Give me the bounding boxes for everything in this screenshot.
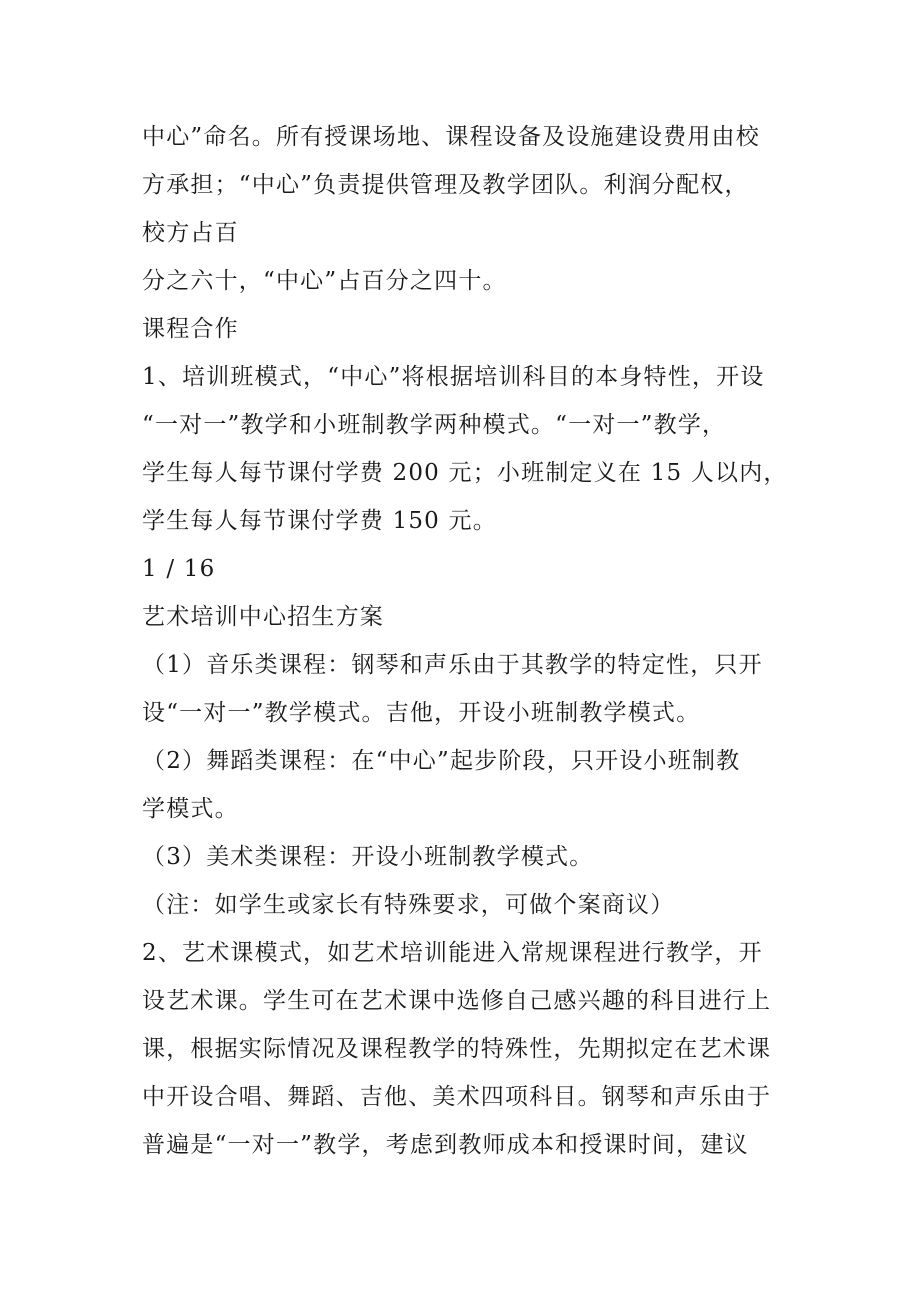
paragraph-line: 学生每人每节课付学费 150 元。: [142, 508, 497, 534]
paragraph-line: 1、培训班模式，“中心”将根据培训科目的本身特性，开设: [142, 364, 765, 390]
paragraph-line: 校方占百: [142, 220, 239, 246]
paragraph-line: （2）舞蹈类课程：在“中心”起步阶段，只开设小班制教: [142, 748, 741, 774]
document-title: 艺术培训中心招生方案: [142, 604, 384, 630]
paragraph-line: 学模式。: [142, 796, 239, 822]
paragraph-line: （1）音乐类课程：钢琴和声乐由于其教学的特定性，只开: [142, 652, 763, 678]
paragraph-line: “一对一”教学和小班制教学两种模式。“一对一”教学，: [142, 412, 727, 438]
paragraph-line: 普遍是“一对一”教学，考虑到教师成本和授课时间，建议: [142, 1132, 749, 1158]
paragraph-line: 中开设合唱、舞蹈、吉他、美术四项科目。钢琴和声乐由于: [142, 1084, 772, 1110]
paragraph-line: 中心”命名。所有授课场地、课程设备及设施建设费用由校: [142, 124, 760, 150]
section-heading: 课程合作: [142, 316, 239, 342]
paragraph-line: （注：如学生或家长有特殊要求，可做个案商议）: [142, 892, 675, 918]
paragraph-line: 设“一对一”教学模式。吉他，开设小班制教学模式。: [142, 700, 701, 726]
paragraph-line: （3）美术类课程：开设小班制教学模式。: [142, 844, 594, 870]
paragraph-line: 方承担；“中心”负责提供管理及教学团队。利润分配权，: [142, 172, 749, 198]
paragraph-line: 课，根据实际情况及课程教学的特殊性，先期拟定在艺术课: [142, 1036, 772, 1062]
paragraph-line: 分之六十，“中心”占百分之四十。: [142, 268, 507, 294]
page-number: 1 / 16: [142, 556, 216, 582]
paragraph-line: 学生每人每节课付学费 200 元；小班制定义在 15 人以内，: [142, 460, 788, 486]
paragraph-line: 设艺术课。学生可在艺术课中选修自己感兴趣的科目进行上: [142, 988, 772, 1014]
paragraph-line: 2、艺术课模式，如艺术培训能进入常规课程进行教学，开: [142, 940, 763, 966]
